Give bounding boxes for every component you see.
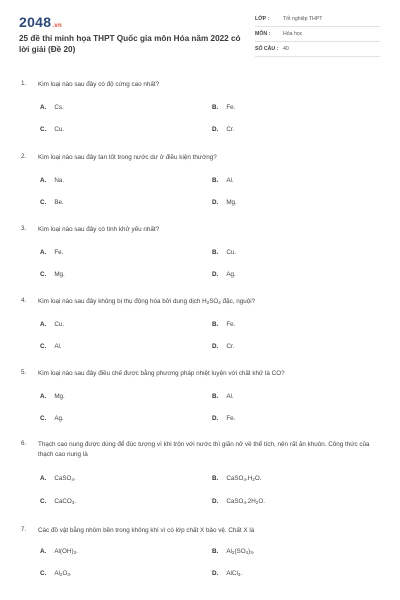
option-b[interactable]: B. Al.	[212, 393, 234, 400]
option-text: Al.	[54, 343, 62, 350]
meta-class-value: Tốt nghiệp THPT	[283, 16, 323, 22]
option-c[interactable]: C. $Al_2O_3$.	[40, 570, 72, 577]
option-text: Be.	[54, 199, 64, 206]
option-text: $Al(OH)_3$.	[54, 548, 78, 555]
option-b[interactable]: B. $CaSO_4.H_2O$.	[212, 475, 262, 482]
option-d[interactable]: D. AlCl$_3$.	[212, 570, 243, 577]
option-text: CaSO$_4$.	[54, 475, 76, 482]
question-text: Kim loại nào sau đây tan tốt trong nước dư ở điều kiện thường?	[38, 154, 217, 161]
question-number: 3.	[21, 225, 27, 232]
document-title: 25 đề thi minh họa THPT Quốc gia môn Hóa năm 2022 có lời giải (Đề 20)	[19, 34, 241, 54]
option-text: Cu.	[54, 126, 65, 133]
question-text-part: Kim loại nào sau đây không bị thụ động hóa bởi dung dịch H	[38, 298, 207, 305]
option-text: Cs.	[54, 104, 64, 111]
option-text: Cr.	[226, 343, 235, 350]
option-text: Fe.	[226, 321, 236, 328]
option-d[interactable]: D. Cr.	[212, 343, 235, 350]
option-a[interactable]: A. CaSO$_4$.	[40, 475, 76, 482]
question-text: Kim loại nào sau đây điều chế được bằng phương pháp nhiệt luyện với chất khử là CO?	[38, 370, 285, 377]
option-c[interactable]: C. Cu.	[40, 126, 65, 133]
meta-class-key: LỚP :	[255, 16, 270, 22]
meta-count	[255, 43, 380, 57]
option-c[interactable]: C. Ag.	[40, 415, 64, 422]
option-text: Cu.	[54, 321, 65, 328]
subscript: 2	[206, 300, 210, 305]
option-text: Mg.	[54, 393, 65, 400]
option-text: Al.	[226, 177, 234, 184]
meta-subject	[255, 28, 380, 42]
option-b[interactable]: B. Al.	[212, 177, 234, 184]
meta-subject-value: Hóa học	[283, 31, 303, 37]
option-a[interactable]: A. Mg.	[40, 393, 65, 400]
question-text	[38, 297, 378, 308]
option-text: Fe.	[54, 249, 64, 256]
question-text: Kim loại nào sau đây có tính khử yếu nhất?	[38, 226, 160, 233]
option-b[interactable]: B. Fe.	[212, 104, 236, 111]
option-a[interactable]: A. Cs.	[40, 104, 64, 111]
question-text-part: đặc, nguội?	[220, 298, 256, 305]
meta-count-value: 40	[283, 46, 289, 52]
option-d[interactable]: D. Mg.	[212, 199, 237, 206]
option-b[interactable]: B. Fe.	[212, 321, 236, 328]
option-a[interactable]: A. $Al(OH)_3$.	[40, 548, 78, 555]
question-text: Thạch cao nung được dùng để đúc tượng vì khi trộn với nước thì giãn nở về thể tích, nên rất ăn khuôn. Công thức của thạch cao nung là	[38, 441, 370, 458]
site-logo[interactable]	[19, 14, 62, 30]
logo-domain: .vn	[52, 23, 62, 29]
option-text: Cu.	[226, 249, 237, 256]
option-a[interactable]: A. Fe.	[40, 249, 64, 256]
option-text: CaCO$_3$.	[54, 498, 77, 505]
question-text: Các đồ vật bằng nhôm bền trong không khí vì có lớp chất X bảo vệ. Chất X là	[38, 527, 255, 534]
option-c[interactable]: C. Be.	[40, 199, 64, 206]
question-number: 5.	[21, 369, 27, 376]
option-b[interactable]: B. $Al_2(SO_4)_3$.	[212, 548, 255, 555]
option-c[interactable]: C. Al.	[40, 343, 62, 350]
option-d[interactable]: D. Ag.	[212, 271, 236, 278]
option-b[interactable]: B. Cu.	[212, 249, 237, 256]
meta-count-key: SỐ CÂU :	[255, 46, 279, 52]
option-d[interactable]: D. Cr.	[212, 126, 235, 133]
subscript: 4	[218, 300, 221, 305]
option-text: $CaSO_4.2H_2O$.	[226, 498, 265, 505]
question-number: 7.	[21, 526, 27, 533]
option-text: $CaSO_4.H_2O$.	[226, 475, 262, 482]
question-number: 4.	[21, 297, 27, 304]
option-text: Mg.	[54, 271, 65, 278]
option-text: Fe.	[226, 415, 236, 422]
meta-subject-key: MÔN :	[255, 31, 271, 37]
option-text: Fe.	[226, 104, 236, 111]
option-c[interactable]: C. CaCO$_3$.	[40, 498, 77, 505]
option-text: $Al_2(SO_4)_3$.	[226, 548, 255, 555]
option-text: Mg.	[226, 199, 237, 206]
meta-class	[255, 13, 380, 27]
option-a[interactable]: A. Cu.	[40, 321, 65, 328]
logo-text: 2048	[19, 14, 52, 30]
option-c[interactable]: C. Mg.	[40, 271, 65, 278]
option-text: Na.	[54, 177, 65, 184]
page-header	[0, 0, 400, 72]
question-number: 1.	[21, 80, 27, 87]
option-text: Cr.	[226, 126, 235, 133]
option-text: Ag.	[226, 271, 236, 278]
option-d[interactable]: D. Fe.	[212, 415, 236, 422]
option-text: Ag.	[54, 415, 64, 422]
option-text: $Al_2O_3$.	[54, 570, 72, 577]
option-a[interactable]: A. Na.	[40, 177, 65, 184]
question-text: Kim loại nào sau đây có độ cứng cao nhất?	[38, 81, 160, 88]
option-text: Al.	[226, 393, 234, 400]
question-number: 6.	[21, 440, 27, 447]
option-text: AlCl$_3$.	[226, 570, 243, 577]
question-text-part: SO	[209, 298, 219, 305]
option-d[interactable]: D. $CaSO_4.2H_2O$.	[212, 498, 265, 505]
question-number: 2.	[21, 153, 27, 160]
